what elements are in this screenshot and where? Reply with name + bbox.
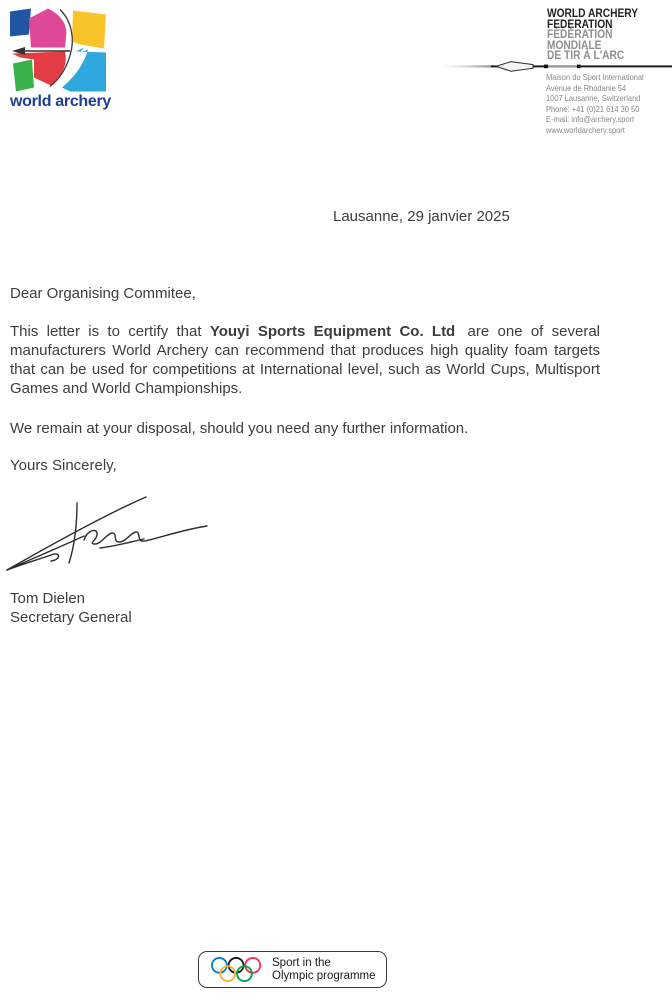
org-name-block (547, 8, 672, 61)
address-line: Maison du Sport International (546, 72, 644, 82)
salutation: Dear Organising Commitee, (10, 285, 196, 302)
org-name-line: WORLD ARCHERY (547, 6, 639, 20)
org-name-fr-line: DE TIR À L'ARC (547, 48, 625, 63)
olympic-programme-badge (198, 951, 387, 988)
signer-title: Secretary General (10, 609, 132, 626)
paragraph-text: are one of several manufacturers World Archery can recommend that produces high quality foam targets that can be used for competitions at International level, such as World Cups, Multisport Games and World Championships. (10, 323, 600, 397)
world-archery-logo-icon (10, 7, 106, 93)
closing: Yours Sincerely, (10, 457, 117, 474)
org-address-block (546, 72, 672, 135)
logo-wordmark: world archery (10, 93, 112, 110)
disposal-paragraph: We remain at your disposal, should you need any further information. (10, 420, 469, 437)
org-name-fr-line: FÉDÉRATION (547, 27, 613, 42)
company-name: Youyi Sports Equipment Co. Ltd (209, 323, 456, 340)
badge-caption-line: Olympic programme (272, 969, 376, 982)
org-name-fr-line: MONDIALE (547, 37, 602, 52)
dateline: Lausanne, 29 janvier 2025 (333, 208, 510, 225)
signer-block (10, 589, 132, 627)
paragraph-text: This letter is to certify that (10, 323, 210, 340)
olympic-rings-icon (211, 956, 263, 983)
badge-caption-line: Sport in the (272, 956, 331, 969)
signature-image (4, 486, 214, 574)
org-name-line: FEDERATION (547, 16, 613, 31)
address-line-website: www.worldarchery.sport (546, 124, 625, 135)
address-line-phone: Phone: +41 (0)21 614 30 50 (546, 103, 640, 114)
address-line: 1007 Lausanne, Switzerland (546, 93, 641, 103)
address-line-email: E-mail: info@archery.sport (546, 114, 635, 124)
address-line: Avenue de Rhodanie 54 (546, 82, 627, 93)
signer-name: Tom Dielen (10, 590, 86, 607)
badge-caption (272, 957, 376, 983)
world-archery-logo (10, 7, 130, 110)
certification-paragraph (10, 322, 600, 398)
